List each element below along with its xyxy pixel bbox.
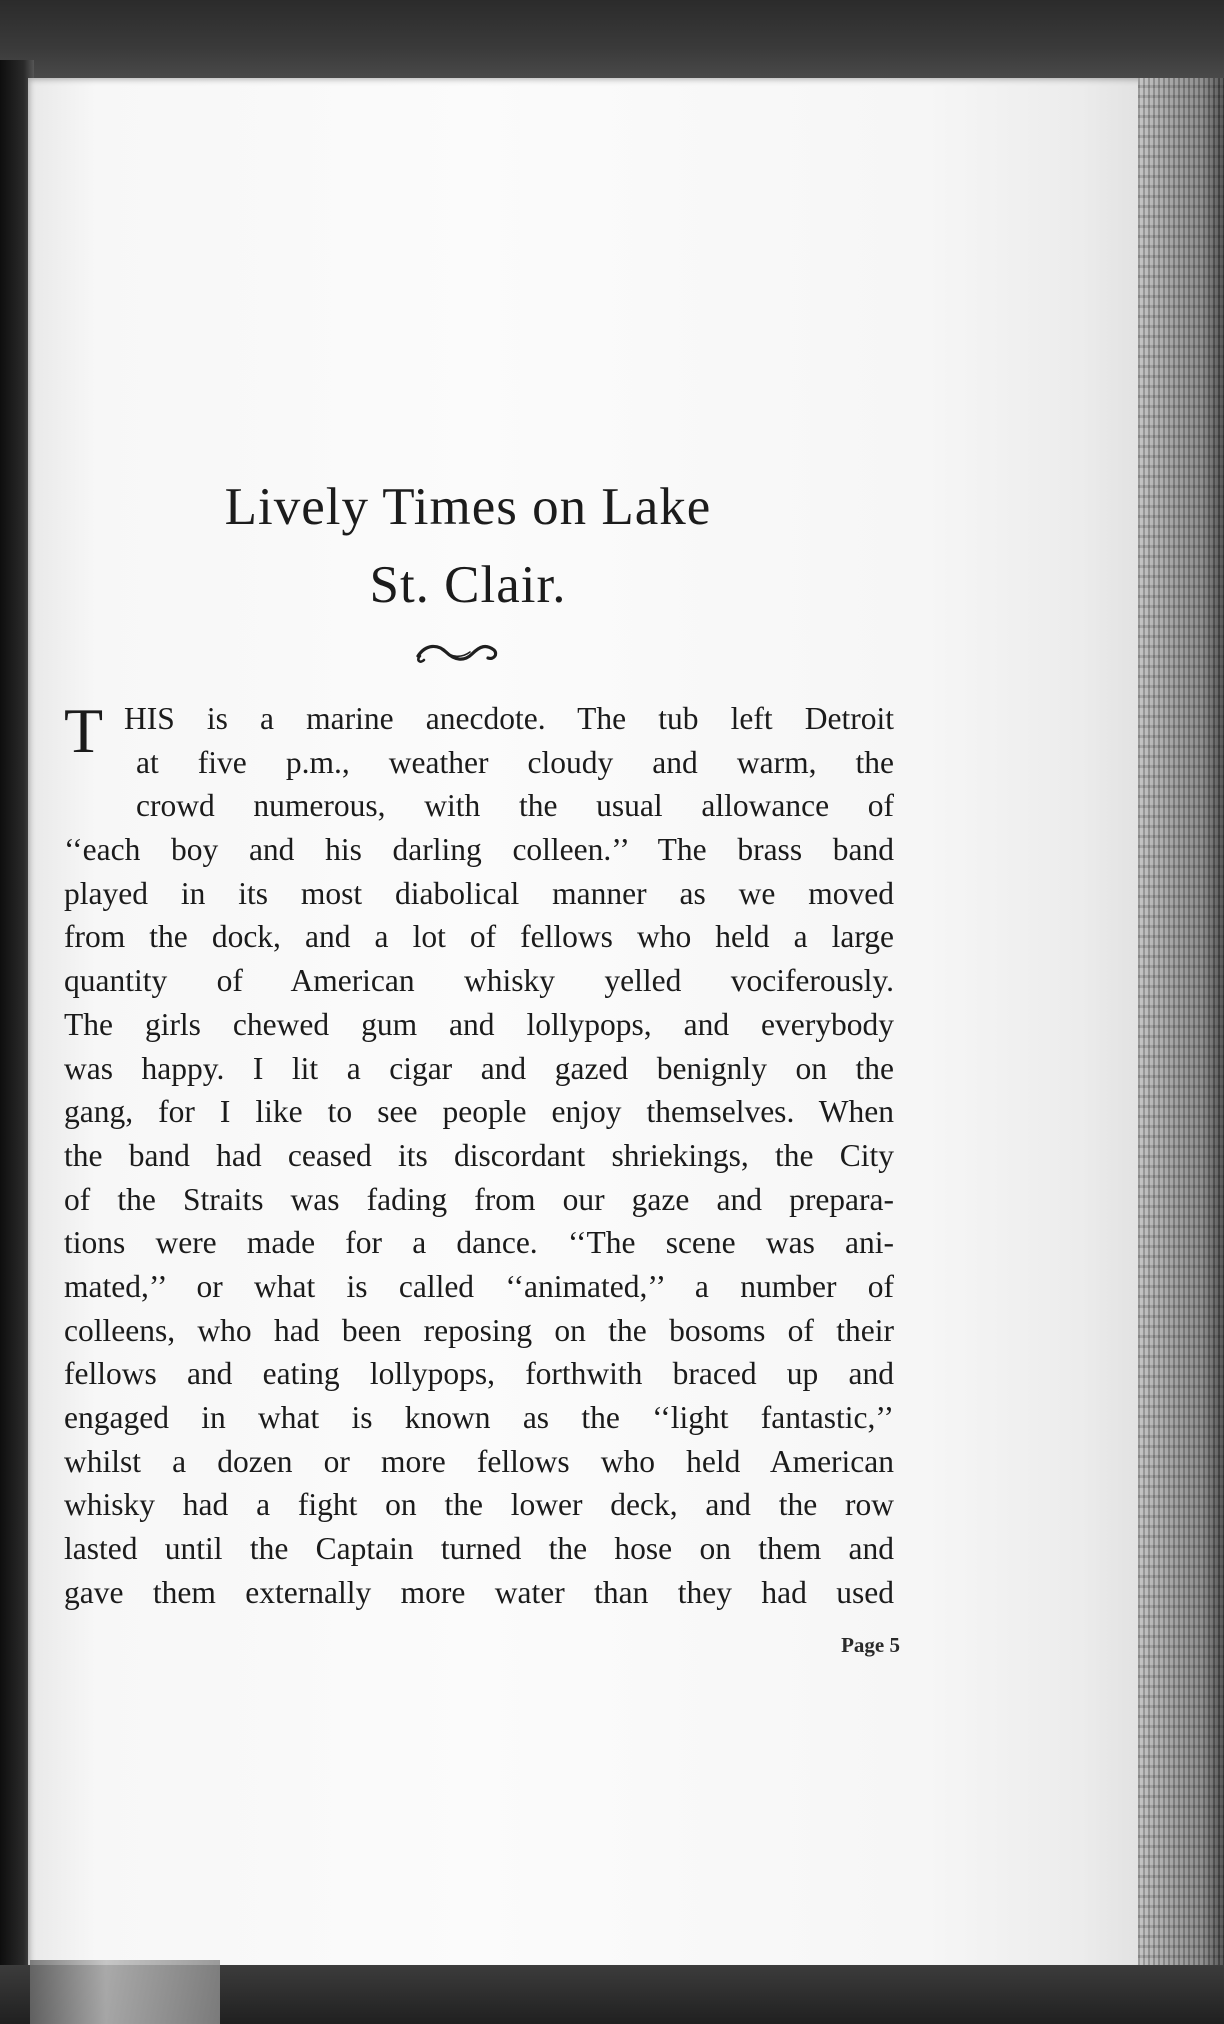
text-line: lasted until the Captain turned the hose on them and: [64, 1531, 894, 1567]
text-line: mated,’’ or what is called ‘‘animated,’’ a number of: [64, 1268, 894, 1304]
text-line: colleens, who had been reposing on the bosoms of their: [64, 1312, 894, 1348]
text-line: the band had ceased its discordant shriekings, the City: [64, 1137, 894, 1173]
text-line: HIS is a marine anecdote. The tub left Detroit: [124, 701, 894, 736]
flourish-ornament-icon: [412, 636, 502, 670]
text-line: The girls chewed gum and lollypops, and everybody: [64, 1006, 894, 1042]
text-line: at five p.m., weather cloudy and warm, the: [136, 744, 894, 780]
page-edges: [1138, 78, 1224, 1968]
text-line: of the Straits was fading from our gaze and prepara-: [64, 1181, 894, 1217]
chapter-title-line-2: St. Clair.: [369, 556, 567, 614]
text-line: whilst a dozen or more fellows who held American: [64, 1443, 894, 1479]
scan-background-top: [0, 0, 1224, 80]
chapter-title-line-1: Lively Times on Lake: [224, 478, 712, 536]
text-line: gang, for I like to see people enjoy themselves. When: [64, 1094, 894, 1130]
text-line: was happy. I lit a cigar and gazed benignly on the: [64, 1050, 894, 1086]
text-line: from the dock, and a lot of fellows who held a large: [64, 919, 894, 955]
text-line: whisky had a fight on the lower deck, and the row: [64, 1487, 894, 1523]
text-line: played in its most diabolical manner as we moved: [64, 875, 894, 911]
text-line: engaged in what is known as the ‘‘light fantastic,’’: [64, 1400, 894, 1435]
page-number: Page 5: [841, 1633, 900, 1657]
text-line: tions were made for a dance. ‘‘The scene was ani-: [64, 1225, 894, 1261]
text-line: gave them externally more water than they had used: [64, 1574, 894, 1610]
chapter-title: [168, 468, 768, 624]
body-text: [64, 697, 894, 1614]
text-line: fellows and eating lollypops, forthwith braced up and: [64, 1356, 894, 1392]
text-line: quantity of American whisky yelled vociferously.: [64, 963, 894, 999]
text-line: ‘‘each boy and his darling colleen.’’ The brass band: [64, 832, 894, 868]
text-line: crowd numerous, with the usual allowance of: [136, 788, 894, 824]
bottom-tab-strip: [30, 1960, 220, 2024]
drop-cap: T: [64, 695, 104, 766]
